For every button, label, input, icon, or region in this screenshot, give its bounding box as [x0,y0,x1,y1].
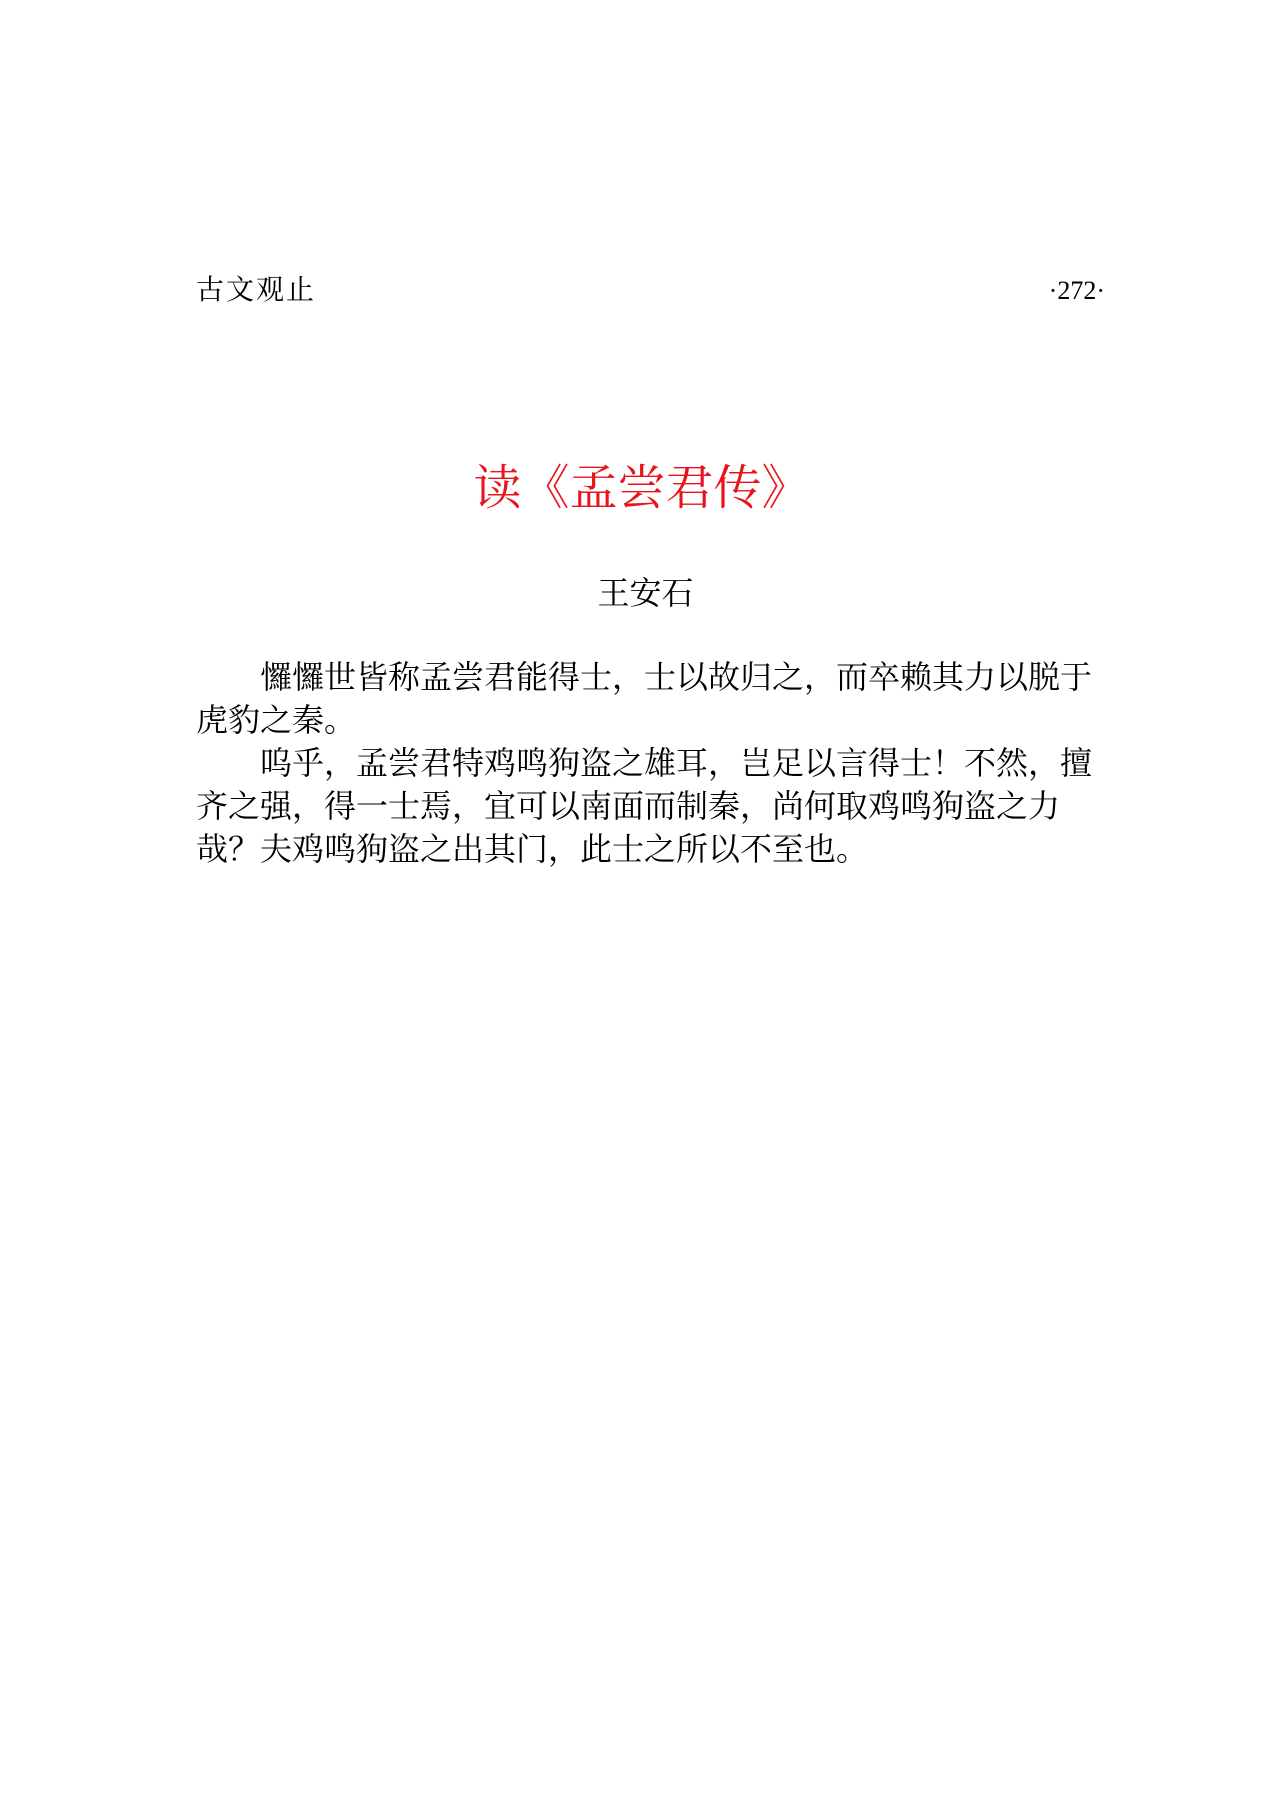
article-author: 王安石 [597,574,694,612]
paragraph: 㦬㦬世皆称孟尝君能得士，士以故归之，而卒赖其力以脱于虎豹之秦。 [196,658,1093,739]
article-title: 读《孟尝君传》 [473,460,810,516]
paragraph: 呜乎，孟尝君特鸡鸣狗盗之雄耳，岂足以言得士！不然，擅齐之强，得一士焉，宜可以南面而制秦，尚何取鸡鸣狗盗之力哉？夫鸡鸣狗盗之出其门，此士之所以不至也。 [196,744,1093,868]
page-number: ·272· [1048,276,1105,305]
running-header-book-title: 古文观止 [196,273,317,306]
article-body [196,656,1096,871]
